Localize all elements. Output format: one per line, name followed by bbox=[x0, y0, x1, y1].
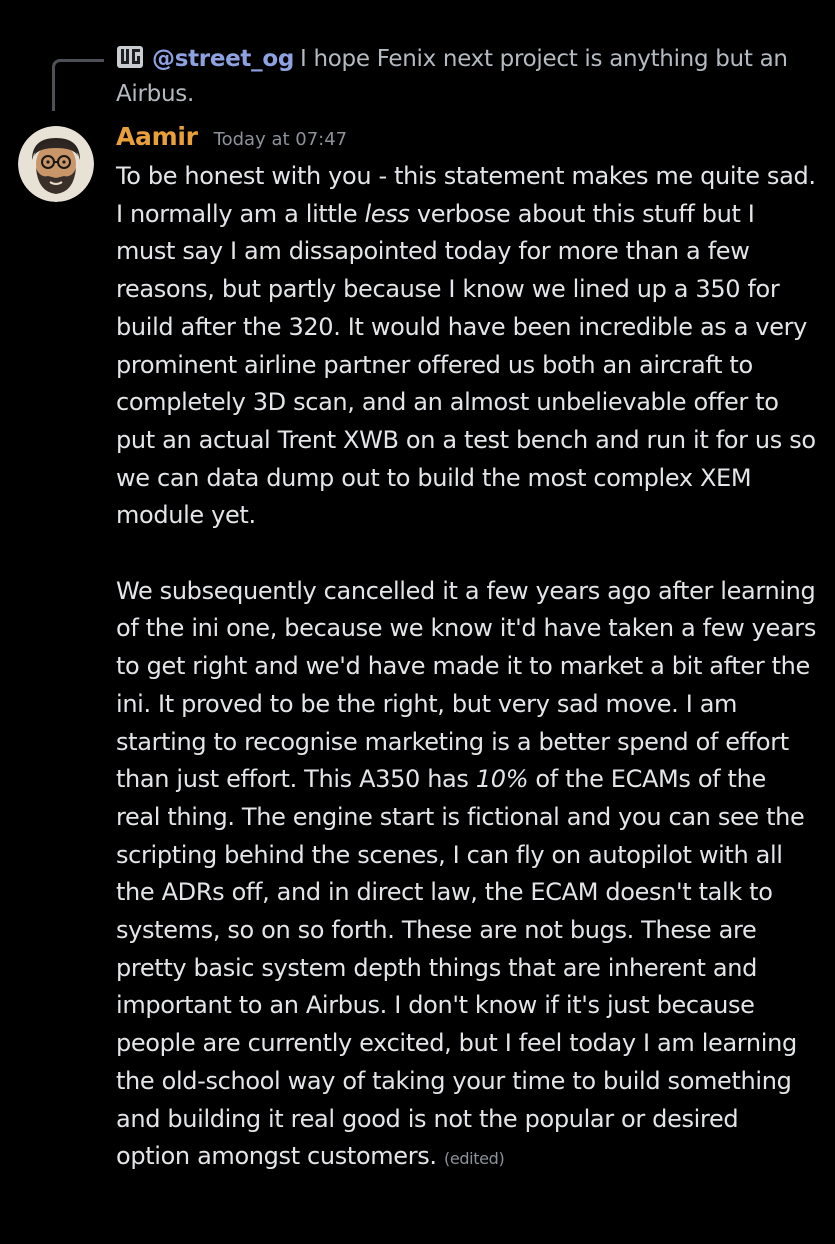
message-content bbox=[116, 158, 816, 1178]
reply-text: I hope Fenix next project is anything but an Airbus. bbox=[116, 46, 788, 107]
text-run: of the ECAMs of the real thing. The engine start is fictional and you can see the scripting behind the scenes, I can fly on autopilot with all the ADRs off, and in direct law, the ECAM doesn't talk to systems, so on so forth. These are not bugs. These are pretty basic system depth things that are inherent and important to an Airbus. I don't know if it's just because people are currently excited, but I feel today I am learning the old-school way of taking your time to build something and building it real good is not the popular or desired option amongst customers. bbox=[116, 765, 805, 1171]
text-run: verbose about this stuff but I must say I am dissapointed today for more than a few reasons, but partly because I know we lined up a 350 for build after the 320. It would have been incredible as a very prominent airline partner offered us both an aircraft to completely 3D scan, and an almost unbelievable offer to put an actual Trent XWB on a test bench and run it for us so we can data dump out to build the most complex XEM module yet. bbox=[116, 199, 816, 530]
server-tag-icon bbox=[116, 45, 144, 69]
reply-reference[interactable] bbox=[116, 42, 796, 112]
username[interactable]: Aamir bbox=[116, 122, 198, 151]
reply-connector-line bbox=[52, 59, 104, 111]
emphasis-text: 10% bbox=[475, 765, 529, 794]
avatar[interactable] bbox=[18, 126, 94, 202]
message-paragraph-2 bbox=[116, 573, 816, 1178]
message-paragraph-1 bbox=[116, 158, 816, 535]
message-header bbox=[116, 122, 347, 158]
emphasis-text: less bbox=[364, 199, 410, 228]
avatar-icon bbox=[18, 126, 94, 202]
edited-label: (edited) bbox=[443, 1149, 505, 1169]
timestamp: Today at 07:47 bbox=[213, 129, 348, 150]
text-run: To be honest with you - this statement makes me quite sad. I normally am a little bbox=[116, 162, 816, 228]
reply-mention[interactable]: @street_og bbox=[152, 46, 294, 72]
text-run: We subsequently cancelled it a few years ago after learning of the ini one, because we know it'd have taken a few years to get right and we'd have made it to market a bit after the ini. It proved to be the right, but very sad move. I am starting to recognise marketing is a better spend of effort than just effort. This A350 has bbox=[116, 576, 816, 794]
